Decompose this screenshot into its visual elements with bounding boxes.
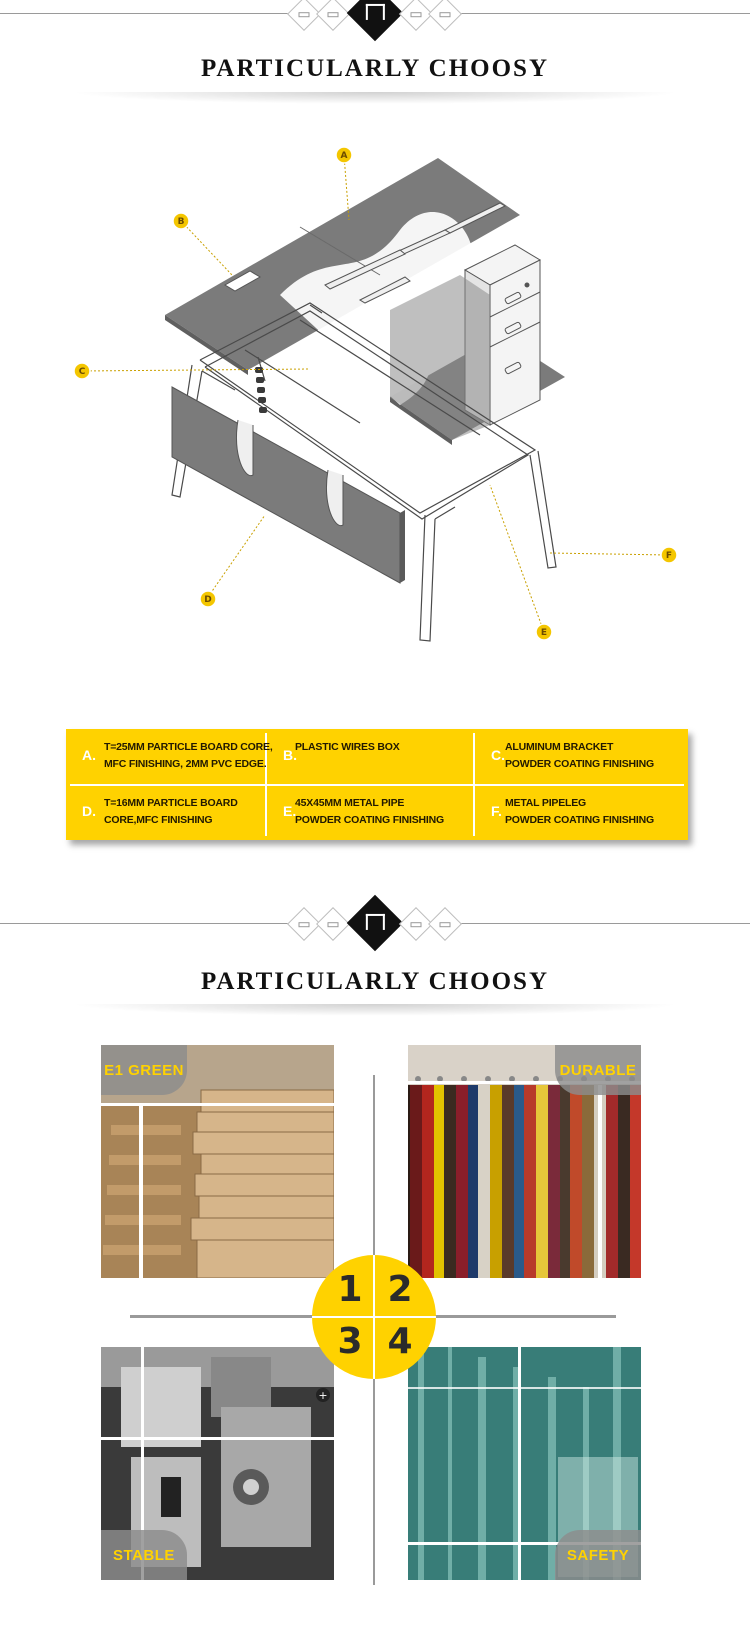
spec-item-f bbox=[475, 785, 680, 839]
spec-item-c bbox=[475, 729, 680, 783]
spec-item-b bbox=[267, 729, 472, 783]
callout-e bbox=[536, 624, 552, 640]
spec-letter: B. bbox=[283, 747, 297, 763]
feature-label-e1-green: E1 GREEN bbox=[101, 1045, 187, 1095]
feature-number-circle bbox=[312, 1255, 436, 1379]
title-shadow bbox=[70, 1004, 680, 1016]
spec-letter: C. bbox=[491, 747, 505, 763]
desk-exploded-diagram bbox=[60, 135, 700, 665]
feature-label-safety: SAFETY bbox=[555, 1530, 641, 1580]
feature-photo-durable bbox=[408, 1045, 641, 1278]
spec-text: T=16MM PARTICLE BOARD CORE,MFC FINISHING bbox=[104, 797, 238, 826]
spec-text: METAL PIPELEG POWDER COATING FINISHING bbox=[505, 797, 655, 826]
spec-text: T=25MM PARTICLE BOARD CORE, MFC FINISHING, 2MM PVC EDGE. bbox=[104, 741, 273, 770]
feature-number-1: 1 bbox=[337, 1269, 363, 1310]
divider-line-left bbox=[0, 13, 292, 14]
callout-f bbox=[661, 547, 677, 563]
spec-text: PLASTIC WIRES BOX bbox=[295, 741, 400, 753]
callout-c bbox=[74, 363, 90, 379]
svg-text:D: D bbox=[204, 595, 212, 605]
desk-icon bbox=[428, 0, 462, 31]
spec-item-e bbox=[267, 785, 472, 839]
section-title: PARTICULARLY CHOOSY bbox=[200, 968, 550, 995]
spec-letter: D. bbox=[82, 803, 96, 819]
feature-number-4: 4 bbox=[387, 1321, 413, 1362]
spec-table bbox=[66, 729, 688, 840]
modesty-panel bbox=[172, 387, 405, 583]
spec-letter: F. bbox=[491, 803, 502, 819]
svg-text:+: + bbox=[318, 1389, 328, 1402]
feature-photo-e1-green bbox=[101, 1045, 334, 1278]
divider-line-right bbox=[458, 13, 750, 14]
feature-photo-safety bbox=[408, 1347, 641, 1580]
desk-icon bbox=[287, 0, 321, 31]
feature-label-stable: STABLE bbox=[101, 1530, 187, 1580]
svg-text:A: A bbox=[340, 151, 348, 161]
desk-icon bbox=[428, 907, 462, 941]
feature-number-3: 3 bbox=[337, 1321, 363, 1362]
svg-text:C: C bbox=[78, 367, 86, 377]
divider-line-left bbox=[0, 923, 292, 924]
feature-label-durable: DURABLE bbox=[555, 1045, 641, 1095]
svg-text:B: B bbox=[177, 217, 185, 227]
feature-number-2: 2 bbox=[387, 1269, 413, 1310]
section-divider bbox=[0, 910, 750, 970]
feature-photo-stable bbox=[101, 1347, 334, 1580]
chair-icon bbox=[347, 0, 404, 41]
svg-text:E: E bbox=[540, 628, 548, 638]
spec-text: ALUMINUM BRACKET POWDER COATING FINISHING bbox=[505, 741, 655, 770]
desk-icon bbox=[316, 907, 350, 941]
title-shadow bbox=[70, 92, 680, 104]
svg-text:F: F bbox=[665, 551, 673, 561]
callout-b bbox=[173, 213, 189, 229]
spec-item-d bbox=[66, 785, 271, 839]
circle-hline bbox=[312, 1316, 436, 1318]
callout-d bbox=[200, 591, 216, 607]
desk-icon bbox=[399, 0, 433, 31]
section-title: PARTICULARLY CHOOSY bbox=[200, 55, 550, 82]
spec-text: 45X45MM METAL PIPE POWDER COATING FINISHING bbox=[295, 797, 445, 826]
spec-letter: E. bbox=[283, 803, 297, 819]
section-divider bbox=[0, 0, 750, 60]
spec-letter: A. bbox=[82, 747, 96, 763]
callout-a bbox=[336, 147, 352, 163]
spec-item-a bbox=[66, 729, 271, 783]
desk-icon bbox=[316, 0, 350, 31]
chair-icon bbox=[347, 895, 404, 952]
divider-line-right bbox=[458, 923, 750, 924]
